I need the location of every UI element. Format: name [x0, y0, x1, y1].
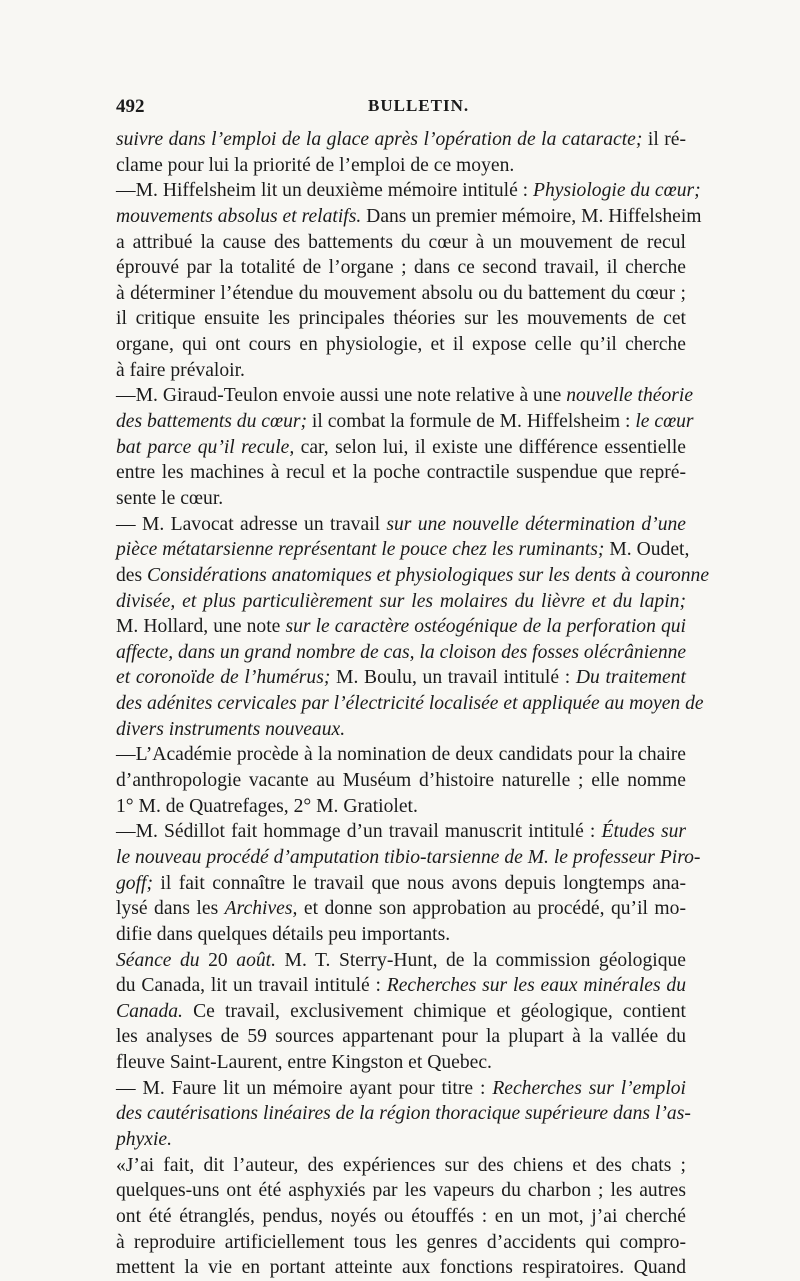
text-segment: «J’ai fait, dit l’auteur, des expériences sur des chiens et des chats ;	[116, 1154, 686, 1176]
italic-text: des cautérisations linéaires de la région thoracique supérieure dans l’as-	[116, 1103, 691, 1125]
italic-text: Physiologie du cœur;	[533, 180, 701, 202]
text-segment: mettent la vie en portant atteinte aux fonctions respiratoires. Quand	[116, 1257, 686, 1279]
text-line	[116, 537, 690, 563]
italic-text: des adénites cervicales par l’électricité localisée et appliquée au moyen de	[116, 693, 704, 715]
text-segment: —M. Hiffelsheim lit un deuxième mémoire intitulé :	[116, 180, 534, 202]
text-line	[116, 358, 686, 384]
text-line	[116, 1127, 686, 1153]
italic-text: Archives,	[224, 898, 298, 920]
italic-text: Séance du	[116, 949, 200, 971]
body-text	[116, 127, 710, 1281]
text-segment: il fait connaître le travail que nous avons depuis longtemps ana-	[153, 872, 686, 894]
text-line	[116, 819, 686, 845]
text-line	[116, 512, 686, 538]
text-line	[116, 153, 686, 179]
text-segment: Ce travail, exclusivement chimique et géologique, contient	[182, 1000, 686, 1022]
text-segment: 20	[199, 949, 237, 971]
text-line	[116, 435, 686, 461]
text-segment: à déterminer l’étendue du mouvement absolu ou du battement du cœur ;	[116, 282, 686, 304]
text-segment: — M. Faure lit un mémoire ayant pour titre :	[116, 1077, 493, 1099]
italic-text: divers instruments nouveaux.	[116, 718, 346, 740]
text-line	[116, 204, 702, 230]
text-segment: —L’Académie procède à la nomination de deux candidats pour la chaire	[116, 744, 686, 766]
italic-text: affecte, dans un grand nombre de cas, la cloison des fosses olécrânienne	[116, 641, 687, 663]
text-line	[116, 1178, 686, 1204]
text-segment: les analyses de 59 sources appartenant pour la plupart à la vallée du	[116, 1026, 686, 1048]
italic-text: Recherches sur les eaux minérales du	[386, 975, 686, 997]
italic-text: sur le caractère ostéogénique de la perforation qui	[285, 616, 686, 638]
text-line	[116, 614, 686, 640]
text-line	[116, 999, 686, 1025]
text-segment: —M. Giraud-Teulon envoie aussi une note relative à une	[116, 385, 567, 407]
italic-text: Études sur	[601, 821, 686, 843]
text-line	[116, 1050, 686, 1076]
text-line	[116, 178, 701, 204]
text-line	[116, 1230, 686, 1256]
text-line	[116, 1024, 686, 1050]
running-head: BULLETIN.	[368, 96, 470, 115]
italic-text: des battements du cœur;	[116, 411, 308, 433]
text-segment: éprouvé par la totalité de l’organe ; dans ce second travail, il cherche	[116, 257, 686, 279]
italic-text: Considérations anatomiques et physiologiques sur les dents à couronne	[147, 564, 710, 586]
text-line	[116, 383, 694, 409]
page-header	[116, 96, 686, 126]
text-segment: et donne son approbation au procédé, qu’il mo-	[297, 898, 686, 920]
text-line	[116, 845, 701, 871]
italic-text: le cœur	[635, 411, 694, 433]
italic-text: le nouveau procédé d’amputation tibio-tarsienne de M. le professeur Piro-	[116, 846, 701, 868]
italic-text: phyxie.	[116, 1128, 173, 1150]
text-segment: il critique ensuite les principales théories sur les mouvements de cet	[116, 308, 686, 330]
text-line	[116, 717, 686, 743]
text-segment: clame pour lui la priorité de l’emploi de ce moyen.	[116, 154, 515, 176]
text-segment: du Canada, lit un travail intitulé :	[116, 975, 387, 997]
text-line	[116, 486, 686, 512]
italic-text: août.	[236, 949, 276, 971]
text-line	[116, 640, 686, 666]
text-line	[116, 691, 704, 717]
text-line	[116, 922, 686, 948]
text-segment: a attribué la cause des battements du cœur à un mouvement de recul	[116, 231, 686, 253]
text-line	[116, 742, 686, 768]
italic-text: nouvelle théorie	[566, 385, 694, 407]
text-line	[116, 589, 686, 615]
text-segment: fleuve Saint-Laurent, entre Kingston et Quebec.	[116, 1052, 492, 1074]
text-segment: à reproduire artificiellement tous les genres d’accidents qui compro-	[116, 1231, 686, 1253]
text-line	[116, 1101, 691, 1127]
text-line	[116, 1076, 686, 1102]
text-segment: M. Boulu, un travail intitulé :	[330, 667, 576, 689]
italic-text: goff;	[116, 872, 154, 894]
text-line	[116, 230, 686, 256]
text-segment: il ré-	[642, 129, 687, 150]
text-line	[116, 1204, 686, 1230]
italic-text: et coronoïde de l’humérus;	[116, 667, 331, 689]
italic-text: sur une nouvelle détermination d’une	[386, 513, 686, 535]
text-line	[116, 409, 694, 435]
italic-text: pièce métatarsienne représentant le pouce chez les ruminants;	[116, 539, 605, 561]
page-number: 492	[116, 96, 145, 117]
text-segment: des	[116, 564, 148, 586]
text-line	[116, 127, 686, 153]
text-segment: difie dans quelques détails peu importants.	[116, 923, 451, 945]
text-segment: organe, qui ont cours en physiologie, et il expose celle qu’il cherche	[116, 334, 686, 356]
italic-text: divisée, et plus particulièrement sur les molaires du lièvre et du lapin;	[116, 590, 686, 612]
italic-text: Du traitement	[575, 667, 686, 689]
text-segment: entre les machines à recul et la poche contractile suspendue que repré-	[116, 462, 686, 484]
text-segment: ont été étranglés, pendus, noyés ou étouffés : en un mot, j’ai cherché	[116, 1205, 686, 1227]
text-line	[116, 1153, 686, 1179]
text-line	[116, 1255, 686, 1281]
text-segment: quelques-uns ont été asphyxiés par les vapeurs du charbon ; les autres	[116, 1180, 686, 1202]
text-line	[116, 255, 686, 281]
text-segment: M. T. Sterry-Hunt, de la commission géologique	[276, 949, 686, 971]
italic-text: Recherches sur l’emploi	[492, 1077, 686, 1099]
text-line	[116, 871, 686, 897]
text-segment: sente le cœur.	[116, 487, 224, 509]
text-segment: — M. Lavocat adresse un travail	[116, 513, 387, 535]
italic-text: suivre dans l’emploi de la glace après l’opération de la cataracte;	[116, 129, 643, 150]
text-line	[116, 563, 710, 589]
text-line	[116, 460, 686, 486]
text-line	[116, 794, 686, 820]
text-segment: lysé dans les	[116, 898, 225, 920]
text-line	[116, 973, 686, 999]
text-line	[116, 332, 686, 358]
text-segment: 1° M. de Quatrefages, 2° M. Gratiolet.	[116, 795, 418, 817]
text-segment: car, selon lui, il existe une différence essentielle	[294, 436, 686, 458]
italic-text: mouvements absolus et relatifs.	[116, 205, 362, 227]
text-line	[116, 665, 686, 691]
text-line	[116, 896, 686, 922]
text-line	[116, 306, 686, 332]
text-line	[116, 768, 686, 794]
italic-text: bat parce qu’il recule,	[116, 436, 295, 458]
text-segment: M. Oudet,	[604, 539, 690, 561]
text-segment: à faire prévaloir.	[116, 359, 245, 381]
text-segment: d’anthropologie vacante au Muséum d’histoire naturelle ; elle nomme	[116, 770, 686, 792]
text-segment: —M. Sédillot fait hommage d’un travail manuscrit intitulé :	[116, 821, 602, 843]
text-line	[116, 948, 686, 974]
text-line	[116, 281, 686, 307]
text-segment: il combat la formule de M. Hiffelsheim :	[307, 411, 636, 433]
text-segment: M. Hollard, une note	[116, 616, 286, 638]
text-segment: Dans un premier mémoire, M. Hiffelsheim	[361, 205, 702, 227]
italic-text: Canada.	[116, 1000, 183, 1022]
